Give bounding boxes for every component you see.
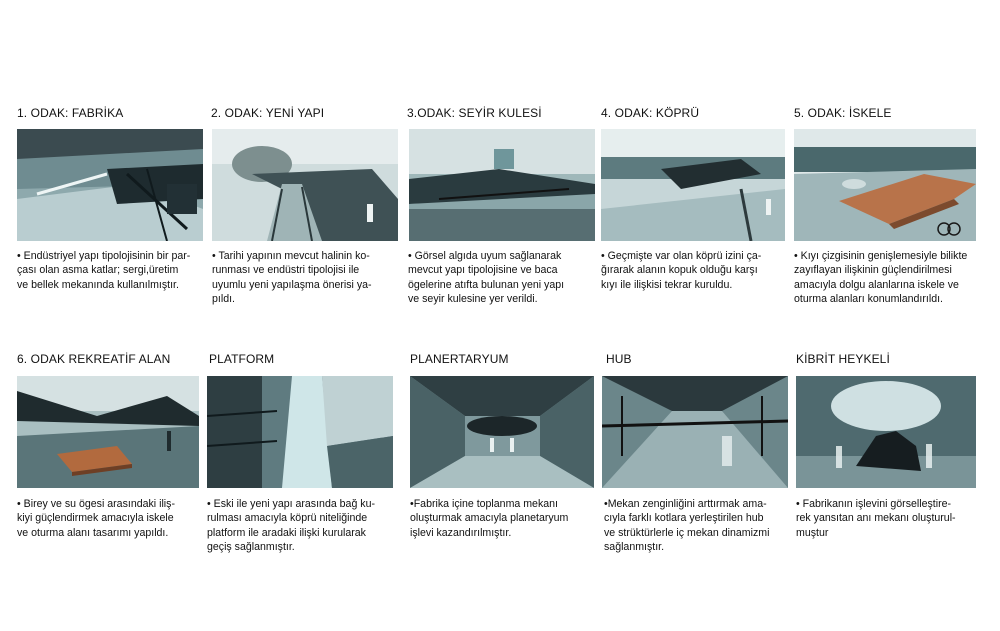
panel-description: • Görsel algıda uyum sağlanarak mevcut yapı tipolojisine ve baca ögelerine atıfta bulunan yeni yapı ve seyir kulesine yer verildi. [408, 250, 565, 306]
panel-title: KİBRİT HEYKELİ [796, 352, 890, 366]
platform-image [207, 376, 393, 488]
new-building-image [212, 129, 398, 241]
panel-description: • Eski ile yeni yapı arasında bağ ku- rulması amacıyla köprü niteliğinde platform ile aradaki ilişki kurularak geçiş sağlanmıştır. [207, 498, 375, 554]
recreation-area-image [17, 376, 199, 488]
panel-description: • Endüstriyel yapı tipolojisinin bir par- çası olan asma katlar; sergi,üretim ve bellek mekanında kullanılmıştır. [17, 250, 191, 291]
panel-title: 1. ODAK: FABRİKA [17, 106, 124, 120]
panel-title: PLATFORM [209, 352, 275, 366]
panel-title: HUB [606, 352, 632, 366]
panel-title: 2. ODAK: YENİ YAPI [211, 106, 325, 120]
panel-description: • Fabrikanın işlevini görselleştire- rek yansıtan anı mekanı oluşturul- muştur [796, 498, 956, 539]
observation-tower-image [409, 129, 595, 241]
panel-title: 3.ODAK: SEYİR KULESİ [407, 106, 542, 120]
panel-description: • Birey ve su ögesi arasındaki iliş- kiyi güçlendirmek amacıyla iskele ve oturma alanı tasarımı yapıldı. [17, 498, 175, 539]
match-sculpture-image [796, 376, 976, 488]
panel-title: 6. ODAK REKREATİF ALAN [17, 352, 171, 366]
panel-title: 5. ODAK: İSKELE [794, 106, 892, 120]
factory-interior-image [17, 129, 203, 241]
bridge-image [601, 129, 785, 241]
hub-image [602, 376, 788, 488]
planetarium-image [410, 376, 594, 488]
panel-title: PLANERTARYUM [410, 352, 509, 366]
pier-image [794, 129, 976, 241]
panel-description: • Kıyı çizgisinin genişlemesiyle bilikte zayıflayan ilişkinin güçlendirilmesi amacıyla dolgu alanlarına iskele ve oturma alanları konumlandırıldı. [794, 250, 968, 306]
panel-description: •Fabrika içine toplanma mekanı oluşturmak amacıyla planetaryum işlevi kazandırılmıştır. [410, 498, 569, 539]
panel-description: •Mekan zenginliğini arttırmak ama- cıyla farklı kotlara yerleştirilen hub ve strüktürlerle iç mekan dinamizmi sağlanmıştır. [604, 498, 770, 554]
panel-title: 4. ODAK: KÖPRÜ [601, 106, 700, 120]
panel-description: • Geçmişte var olan köprü izini ça- ğırarak alanın kopuk olduğu karşı kıyı ile ilişkisi tekrar kuruldu. [601, 250, 762, 291]
panel-description: • Tarihi yapının mevcut halinin ko- runması ve endüstri tipolojisi ile uyumlu yeni yapılaşma önerisi ya- pıldı. [212, 250, 372, 306]
